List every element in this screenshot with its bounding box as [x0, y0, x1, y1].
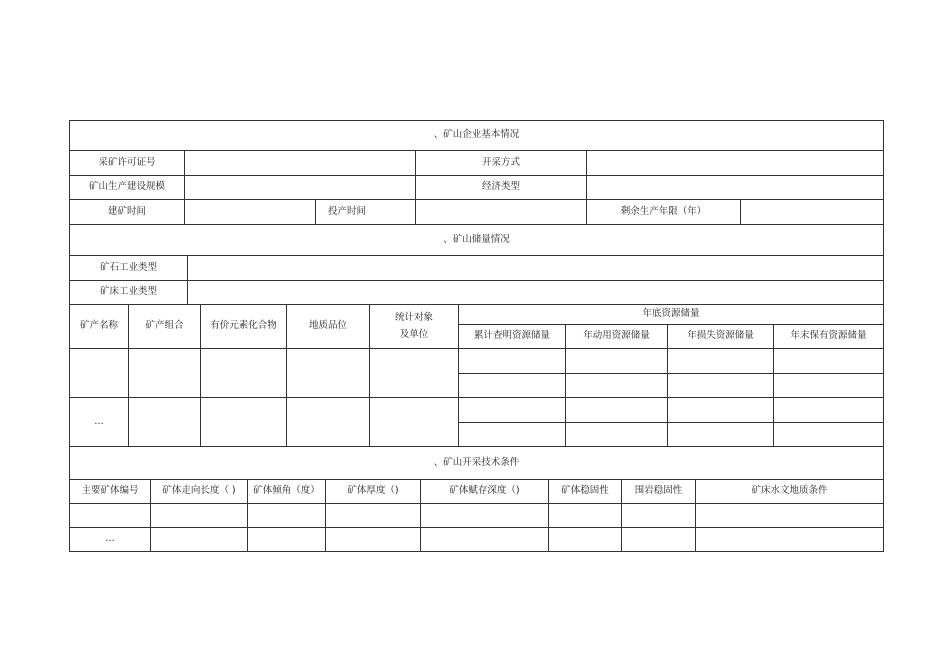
ore-industry-type-field[interactable]: [188, 256, 884, 281]
col-geological-grade: 地质品位: [287, 305, 370, 349]
stat-object-line2: 及单位: [399, 328, 429, 340]
cell-valuable-element[interactable]: [201, 349, 287, 398]
cell-dip-angle[interactable]: [248, 528, 326, 552]
cell-annual-used[interactable]: [566, 349, 668, 374]
section-title-conditions: 、矿山开采技术条件: [70, 447, 884, 480]
reserves-grid-table: [69, 304, 884, 447]
cell-strike-length[interactable]: [151, 504, 248, 528]
col-valuable-element: 有价元素化合物: [201, 305, 287, 349]
col-hydrogeology: 矿床水文地质条件: [696, 480, 884, 504]
scale-field[interactable]: [185, 176, 416, 200]
cell-cumulative[interactable]: [459, 423, 566, 447]
cell-mineral-name[interactable]: [70, 349, 129, 398]
table-row: [70, 504, 884, 528]
build-time-field[interactable]: [185, 200, 316, 225]
cell-ore-body-no[interactable]: [70, 504, 151, 528]
cell-annual-loss[interactable]: [668, 349, 774, 374]
cell-wall-rock-stability[interactable]: [622, 504, 696, 528]
cell-thickness[interactable]: [326, 528, 421, 552]
cell-annual-loss[interactable]: [668, 374, 774, 398]
col-ore-body-no: 主要矿体编号: [70, 480, 151, 504]
production-time-label: 投产时间: [316, 200, 416, 225]
cell-cumulative[interactable]: [459, 374, 566, 398]
cell-hydrogeology[interactable]: [696, 528, 884, 552]
cell-annual-used[interactable]: [566, 374, 668, 398]
cell-year-end[interactable]: [774, 349, 884, 374]
cell-annual-used[interactable]: [566, 398, 668, 423]
cell-dip-angle[interactable]: [248, 504, 326, 528]
cell-annual-used[interactable]: [566, 423, 668, 447]
conditions-table: [69, 446, 884, 552]
col-wall-rock-stability: 围岩稳固性: [622, 480, 696, 504]
cell-mineral-combination[interactable]: [129, 398, 201, 447]
cell-burial-depth[interactable]: [421, 528, 549, 552]
cell-thickness[interactable]: [326, 504, 421, 528]
cell-year-end[interactable]: [774, 374, 884, 398]
deposit-industry-type-field[interactable]: [188, 281, 884, 305]
cell-wall-rock-stability[interactable]: [622, 528, 696, 552]
col-thickness: 矿体厚度（): [326, 480, 421, 504]
year-end-reserves-header: 年底资源储量: [459, 305, 884, 325]
reserves-head-table: [69, 224, 884, 305]
cell-stat-object[interactable]: [370, 349, 459, 398]
table-row: [70, 349, 884, 374]
col-strike-length: 矿体走向长度（ ): [151, 480, 248, 504]
economic-type-label: 经济类型: [416, 176, 587, 200]
mining-method-label: 开采方式: [416, 151, 587, 176]
cell-ore-body-no-ellipsis[interactable]: …: [70, 528, 151, 552]
cell-geological-grade[interactable]: [287, 398, 370, 447]
economic-type-field[interactable]: [587, 176, 884, 200]
deposit-industry-type-label: 矿床工业类型: [70, 281, 188, 305]
build-time-label: 建矿时间: [70, 200, 185, 225]
table-row: [70, 398, 884, 423]
cell-annual-loss[interactable]: [668, 398, 774, 423]
section-title-reserves: 、矿山储量情况: [70, 225, 884, 256]
remaining-years-field[interactable]: [741, 200, 884, 225]
cell-stat-object[interactable]: [370, 398, 459, 447]
col-cumulative-reserves: 累计查明资源储量: [459, 325, 566, 349]
section-title-basic: 、矿山企业基本情况: [70, 121, 884, 151]
cell-ore-stability[interactable]: [549, 528, 622, 552]
cell-cumulative[interactable]: [459, 398, 566, 423]
remaining-years-label: 剩余生产年限（年）: [587, 200, 741, 225]
col-mineral-combination: 矿产组合: [129, 305, 201, 349]
cell-strike-length[interactable]: [151, 528, 248, 552]
cell-annual-loss[interactable]: [668, 423, 774, 447]
basic-info-table: [69, 120, 884, 225]
cell-hydrogeology[interactable]: [696, 504, 884, 528]
col-dip-angle: 矿体倾角（度）: [248, 480, 326, 504]
scale-label: 矿山生产建设规模: [70, 176, 185, 200]
permit-no-label: 采矿许可证号: [70, 151, 185, 176]
cell-valuable-element[interactable]: [201, 398, 287, 447]
cell-year-end[interactable]: [774, 423, 884, 447]
ore-industry-type-label: 矿石工业类型: [70, 256, 188, 281]
mining-method-field[interactable]: [587, 151, 884, 176]
cell-mineral-name-ellipsis[interactable]: …: [70, 398, 129, 447]
cell-mineral-combination[interactable]: [129, 349, 201, 398]
cell-burial-depth[interactable]: [421, 504, 549, 528]
permit-no-field[interactable]: [185, 151, 416, 176]
cell-cumulative[interactable]: [459, 349, 566, 374]
cell-ore-stability[interactable]: [549, 504, 622, 528]
table-row: [70, 528, 884, 552]
stat-object-line1: 统计对象: [394, 312, 433, 324]
col-stat-object: [370, 305, 459, 349]
col-annual-used-reserves: 年动用资源储量: [566, 325, 668, 349]
col-burial-depth: 矿体赋存深度（): [421, 480, 549, 504]
cell-geological-grade[interactable]: [287, 349, 370, 398]
col-mineral-name: 矿产名称: [70, 305, 129, 349]
cell-year-end[interactable]: [774, 398, 884, 423]
col-year-end-retained-reserves: 年末保有资源储量: [774, 325, 884, 349]
col-annual-loss-reserves: 年损失资源储量: [668, 325, 774, 349]
col-ore-stability: 矿体稳固性: [549, 480, 622, 504]
production-time-field[interactable]: [416, 200, 587, 225]
